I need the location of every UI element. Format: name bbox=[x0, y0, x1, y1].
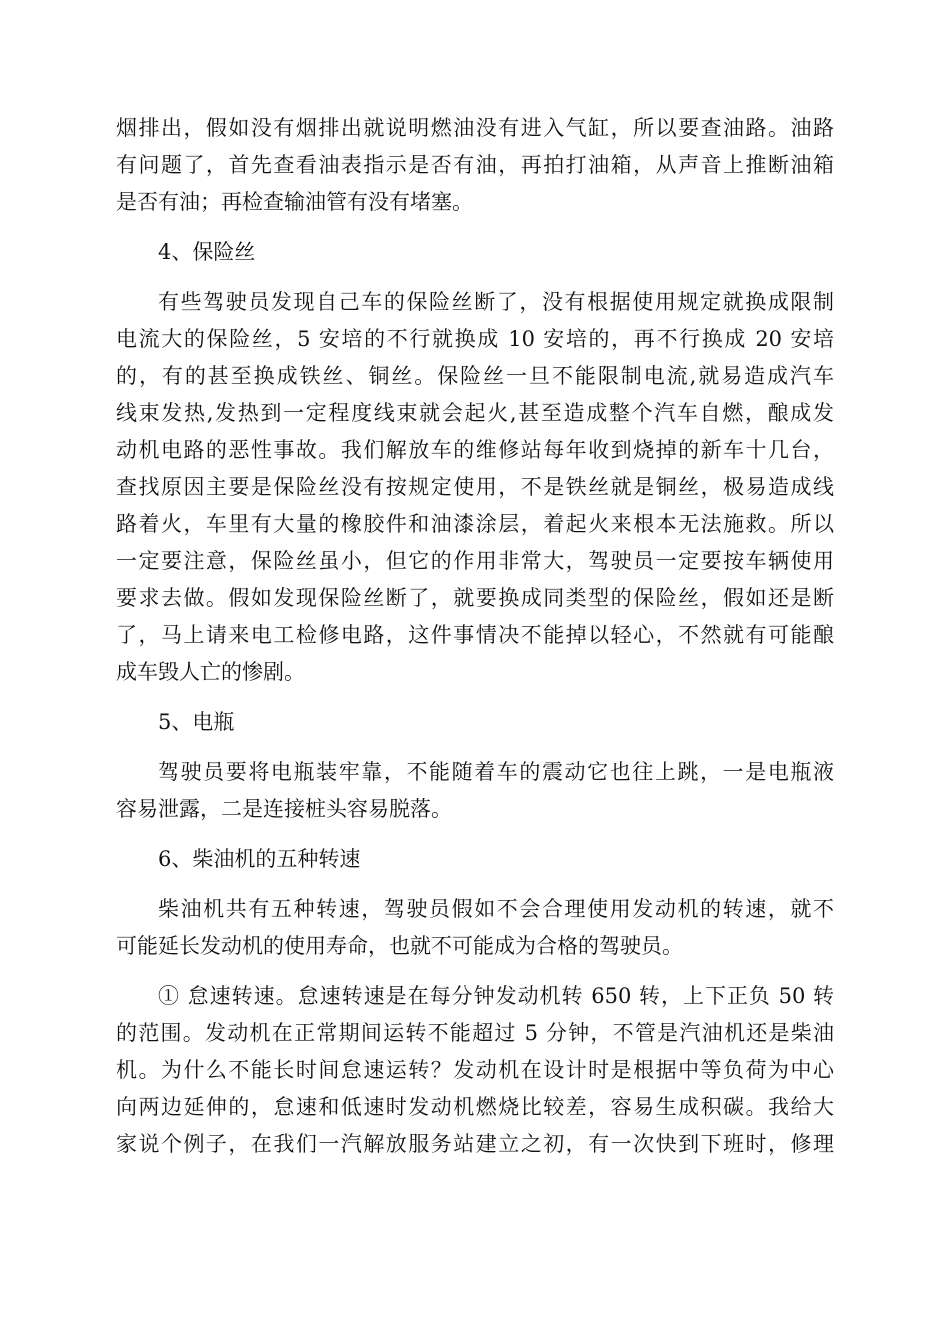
text-line: 查找原因主要是保险丝没有按规定使用，不是铁丝就是铜丝，极易造成线 bbox=[116, 475, 834, 499]
text-line: 一定要注意，保险丝虽小，但它的作用非常大，驾驶员一定要按车辆使用 bbox=[116, 549, 834, 573]
text-line: 柴油机共有五种转速，驾驶员假如不会合理使用发动机的转速，就不 bbox=[158, 897, 834, 921]
text-line: ① 怠速转速。怠速转速是在每分钟发动机转 650 转，上下正负 50 转 bbox=[158, 984, 834, 1008]
text-line: 容易泄露，二是连接桩头容易脱落。 bbox=[116, 797, 452, 821]
text-line: 驾驶员要将电瓶装牢靠，不能随着车的震动它也往上跳，一是电瓶液 bbox=[158, 760, 834, 784]
text-line: 可能延长发动机的使用寿命，也就不可能成为合格的驾驶员。 bbox=[116, 934, 683, 958]
section-heading-battery: 5、电瓶 bbox=[158, 710, 235, 734]
paragraph-battery bbox=[116, 754, 834, 828]
text-line: 机。为什么不能长时间怠速运转？发动机在设计时是根据中等负荷为中心 bbox=[116, 1058, 834, 1082]
text-line: 是否有油；再检查输油管有没有堵塞。 bbox=[116, 190, 473, 214]
paragraph-fuel-check bbox=[116, 110, 834, 221]
section-heading-diesel-speeds: 6、柴油机的五种转速 bbox=[158, 847, 361, 871]
text-line: 要求去做。假如发现保险丝断了，就要换成同类型的保险丝，假如还是断 bbox=[116, 586, 834, 610]
text-line: 家说个例子，在我们一汽解放服务站建立之初，有一次快到下班时，修理 bbox=[116, 1132, 834, 1156]
text-line: 电流大的保险丝，5 安培的不行就换成 10 安培的，再不行换成 20 安培 bbox=[116, 327, 834, 351]
text-line: 向两边延伸的，怠速和低速时发动机燃烧比较差，容易生成积碳。我给大 bbox=[116, 1095, 834, 1119]
document-page bbox=[116, 110, 834, 1163]
text-line: 路着火，车里有大量的橡胶件和油漆涂层，着起火来根本无法施救。所以 bbox=[116, 512, 834, 536]
paragraph-diesel-speeds bbox=[116, 891, 834, 965]
text-line: 的，有的甚至换成铁丝、铜丝。保险丝一旦不能限制电流,就易造成汽车 bbox=[116, 364, 834, 388]
paragraph-idle-speed bbox=[116, 978, 834, 1163]
text-line: 了，马上请来电工检修电路，这件事情决不能掉以轻心，不然就有可能酿 bbox=[116, 623, 834, 647]
section-heading-fuse: 4、保险丝 bbox=[158, 240, 256, 264]
text-line: 的范围。发动机在正常期间运转不能超过 5 分钟，不管是汽油机还是柴油 bbox=[116, 1021, 834, 1045]
text-line: 动机电路的恶性事故。我们解放车的维修站每年收到烧掉的新车十几台， bbox=[116, 438, 834, 462]
paragraph-fuse bbox=[116, 284, 834, 691]
text-line: 成车毁人亡的惨剧。 bbox=[116, 660, 305, 684]
text-line: 线束发热,发热到一定程度线束就会起火,甚至造成整个汽车自燃，酿成发 bbox=[116, 401, 834, 425]
text-line: 有些驾驶员发现自己车的保险丝断了，没有根据使用规定就换成限制 bbox=[158, 290, 834, 314]
text-line: 有问题了，首先查看油表指示是否有油，再拍打油箱，从声音上推断油箱 bbox=[116, 153, 834, 177]
text-line: 烟排出，假如没有烟排出就说明燃油没有进入气缸，所以要查油路。油路 bbox=[116, 116, 834, 140]
